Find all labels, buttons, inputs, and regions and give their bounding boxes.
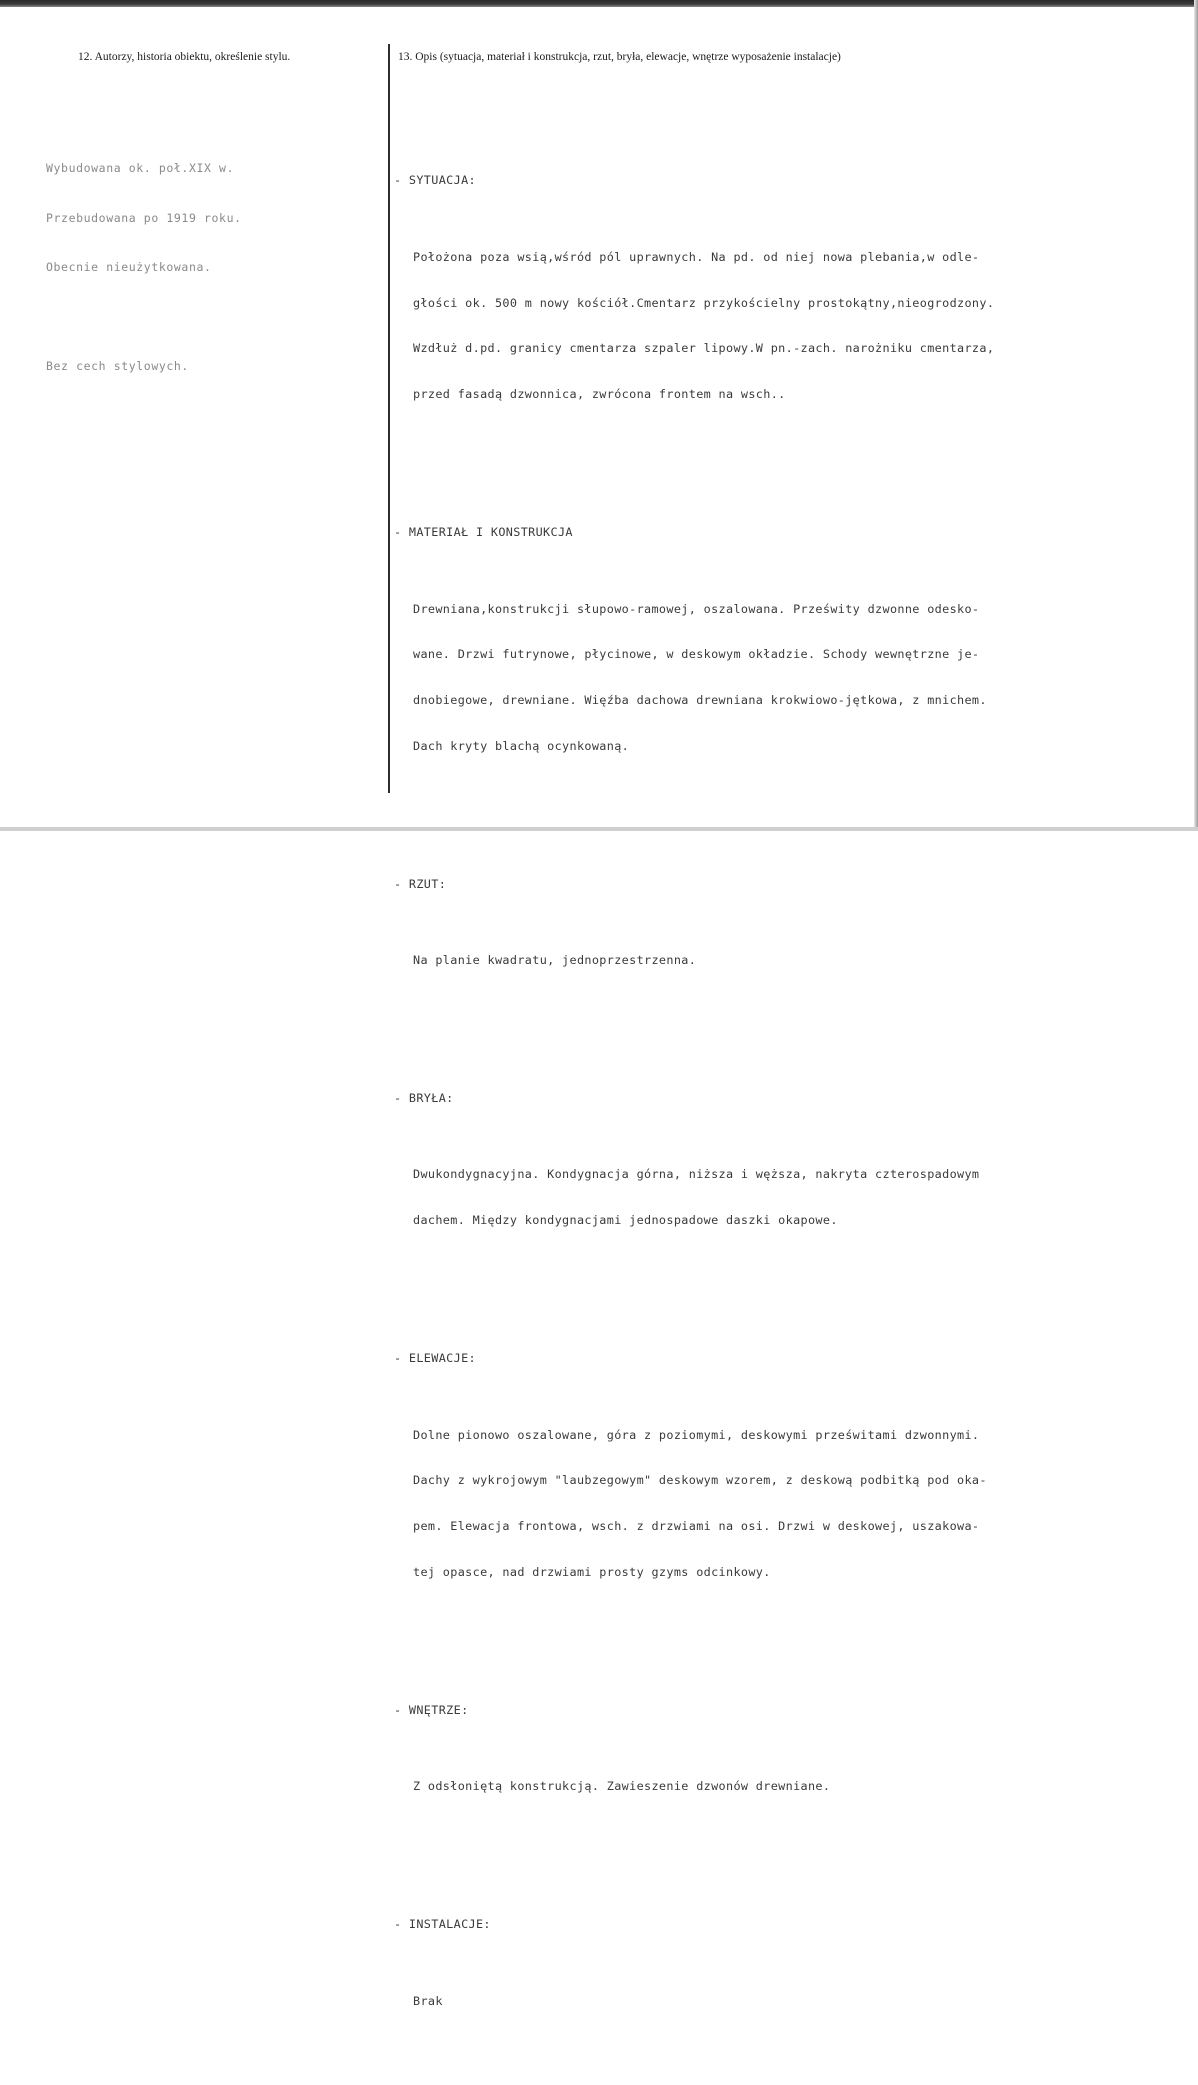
text-line: tej opasce, nad drzwiami prosty gzyms odcinkowy. bbox=[413, 1565, 771, 1580]
text-line: Wzdłuż d.pd. granicy cmentarza szpaler lipowy.W pn.-zach. narożniku cmentarza, bbox=[413, 341, 995, 356]
section-title: - MATERIAŁ I KONSTRUKCJA bbox=[394, 525, 573, 540]
section-title: - WNĘTRZE: bbox=[394, 1702, 469, 1717]
style-line: Bez cech stylowych. bbox=[46, 359, 189, 373]
section-bryla bbox=[394, 1060, 1184, 1289]
text-line: Położona poza wsią,wśród pól uprawnych. Na pd. od niej nowa plebania,w odle- bbox=[413, 249, 980, 264]
text-line: wane. Drzwi futrynowe, płycinowe, w deskowym okładzie. Schody wewnętrzne je- bbox=[413, 647, 980, 662]
section-elewacje bbox=[394, 1320, 1184, 1641]
section-rzut bbox=[394, 846, 1184, 1030]
section-body bbox=[394, 923, 1184, 999]
paragraph-gap bbox=[46, 309, 242, 326]
text-line: Dwukondygnacyjna. Kondygnacja górna, niższa i węższa, nakryta czterospadowym bbox=[413, 1167, 980, 1182]
text-line: Brak bbox=[413, 1993, 443, 2008]
text-line: Dolne pionowo oszalowane, góra z poziomymi, deskowymi prześwitami dzwonnymi. bbox=[413, 1427, 980, 1442]
text-line: Z odsłoniętą konstrukcją. Zawieszenie dzwonów drewniane. bbox=[413, 1779, 831, 1794]
section-sytuacja bbox=[394, 143, 1184, 464]
field-13-heading: 13. Opis (sytuacja, materiał i konstrukcja, rzut, bryła, elewacje, wnętrze wyposażenie instalacje) bbox=[398, 51, 841, 63]
section-body bbox=[394, 571, 1184, 785]
section-body bbox=[394, 1137, 1184, 1259]
text-line: dachem. Między kondygnacjami jednospadowe daszki okapowe. bbox=[413, 1213, 838, 1228]
text-line: dnobiegowe, drewniane. Więźba dachowa drewniana krokwiowo-jętkowa, z mnichem. bbox=[413, 693, 987, 708]
section-body bbox=[394, 1397, 1184, 1611]
text-line: głości ok. 500 m nowy kościół.Cmentarz przykościelny prostokątny,nieogrodzony. bbox=[413, 295, 995, 310]
history-line: Wybudowana ok. poł.XIX w. bbox=[46, 161, 235, 175]
text-line: Na planie kwadratu, jednoprzestrzenna. bbox=[413, 953, 697, 968]
section-title: - RZUT: bbox=[394, 876, 447, 891]
section-instalacje bbox=[394, 1886, 1184, 2070]
text-line: Drewniana,konstrukcji słupowo-ramowej, oszalowana. Prześwity dzwonne odesko- bbox=[413, 601, 980, 616]
section-body bbox=[394, 1749, 1184, 1825]
section-material bbox=[394, 494, 1184, 815]
scan-top-edge bbox=[0, 0, 1198, 7]
section-title: - SYTUACJA: bbox=[394, 173, 476, 188]
description-text-block bbox=[394, 112, 1184, 2085]
section-title: - ELEWACJE: bbox=[394, 1351, 476, 1366]
history-text-block bbox=[46, 127, 242, 391]
history-line: Przebudowana po 1919 roku. bbox=[46, 210, 242, 225]
section-body bbox=[394, 219, 1184, 433]
section-wnetrze bbox=[394, 1672, 1184, 1856]
history-line: Obecnie nieużytkowana. bbox=[46, 260, 212, 274]
text-line: pem. Elewacja frontowa, wsch. z drzwiami na osi. Drzwi w deskowej, uszakowa- bbox=[413, 1519, 980, 1534]
field-12-heading: 12. Autorzy, historia obiektu, określenie stylu. bbox=[78, 51, 291, 63]
text-line: przed fasadą dzwonnica, zwrócona frontem na wsch.. bbox=[413, 387, 786, 402]
scan-right-edge bbox=[1194, 0, 1198, 831]
section-body bbox=[394, 1963, 1184, 2039]
text-line: Dachy z wykrojowym "laubzegowym" deskowym wzorem, z deskową podbitką pod oka- bbox=[413, 1473, 987, 1488]
section-title: - INSTALACJE: bbox=[394, 1917, 491, 1932]
text-line: Dach kryty blachą ocynkowaną. bbox=[413, 739, 630, 754]
section-title: - BRYŁA: bbox=[394, 1091, 454, 1105]
column-divider bbox=[388, 44, 390, 793]
